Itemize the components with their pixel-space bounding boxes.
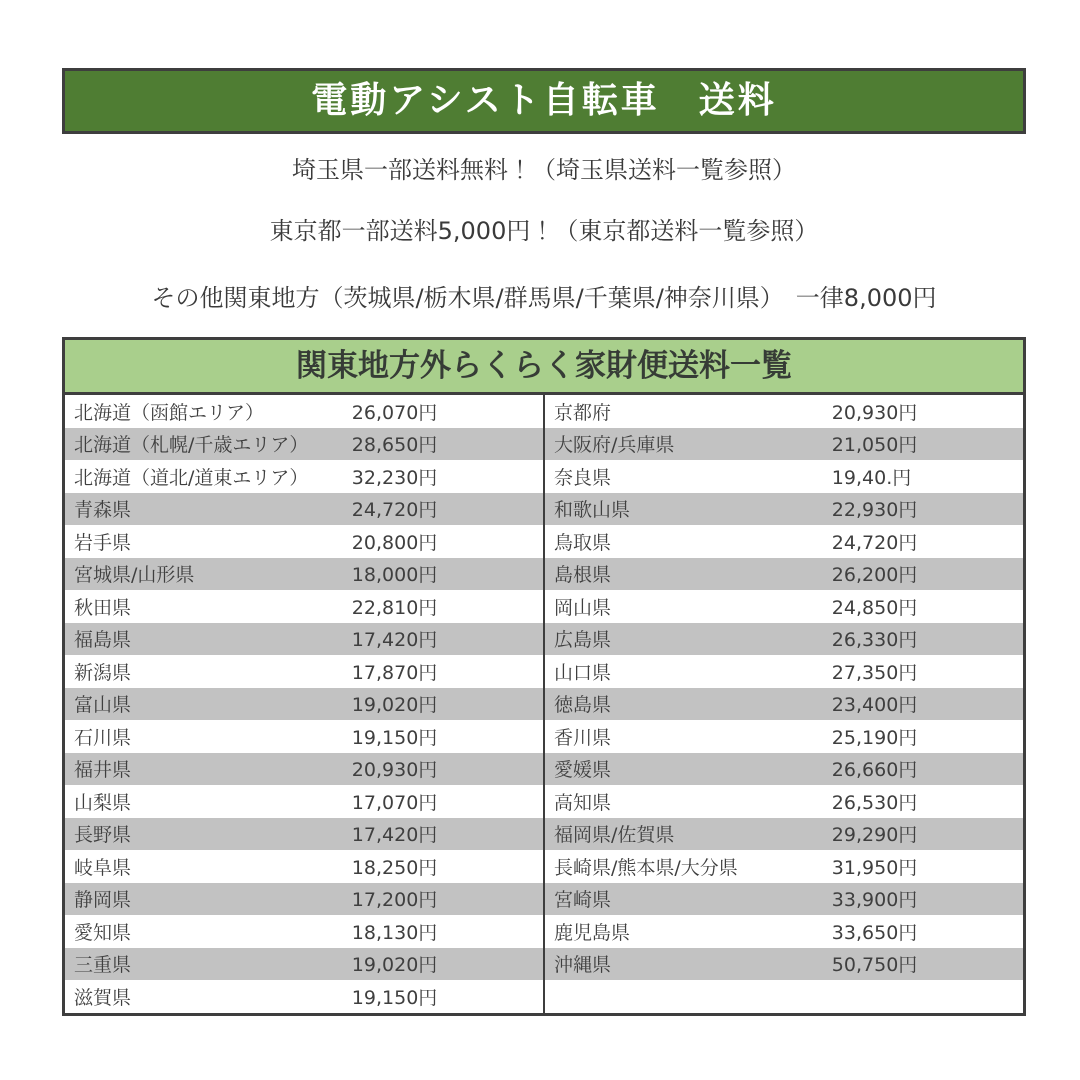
- table-row: [65, 980, 543, 1013]
- prefecture-cell: 島根県: [554, 564, 612, 587]
- prefecture-cell: 広島県: [554, 629, 612, 652]
- prefecture-cell: 北海道（札幌/千歳エリア）: [74, 434, 309, 457]
- price-cell: 26,660円: [831, 759, 918, 782]
- table-row: [65, 558, 543, 591]
- price-cell: 31,950円: [831, 856, 918, 879]
- prefecture-cell: 宮崎県: [554, 889, 612, 912]
- table-row: [65, 688, 543, 721]
- content-area: [62, 68, 1026, 1016]
- price-cell: 29,290円: [831, 824, 918, 847]
- prefecture-cell: 富山県: [74, 694, 132, 717]
- prefecture-cell: 宮城県/山形県: [74, 564, 195, 587]
- price-cell: 26,530円: [831, 791, 918, 814]
- table-row: [65, 623, 543, 656]
- prefecture-cell: 香川県: [554, 726, 612, 749]
- prefecture-cell: 山口県: [554, 661, 612, 684]
- price-cell: 18,130円: [351, 921, 438, 944]
- table-title: 関東地方外らくらく家財便送料一覧: [62, 337, 1026, 395]
- table-row: [65, 590, 543, 623]
- table-row: [65, 785, 543, 818]
- price-cell: 20,800円: [351, 531, 438, 554]
- price-cell: 21,050円: [831, 434, 918, 457]
- price-cell: 33,900円: [831, 889, 918, 912]
- price-cell: 19,150円: [351, 986, 438, 1009]
- prefecture-cell: 滋賀県: [74, 986, 132, 1009]
- table-row: [545, 590, 1023, 623]
- prefecture-cell: 愛媛県: [554, 759, 612, 782]
- prefecture-cell: 沖縄県: [554, 954, 612, 977]
- prefecture-cell: 岐阜県: [74, 856, 132, 879]
- prefecture-cell: 徳島県: [554, 694, 612, 717]
- table-row: [545, 558, 1023, 591]
- table-row: [65, 818, 543, 851]
- table-row: [545, 785, 1023, 818]
- prefecture-cell: 長崎県/熊本県/大分県: [554, 856, 738, 879]
- table-row: [65, 883, 543, 916]
- table-row: [545, 980, 1023, 1013]
- price-cell: 23,400円: [831, 694, 918, 717]
- table-row: [545, 883, 1023, 916]
- price-cell: 50,750円: [831, 954, 918, 977]
- notes-block: [62, 134, 1026, 337]
- price-cell: 17,420円: [351, 824, 438, 847]
- price-cell: 19,020円: [351, 954, 438, 977]
- price-cell: 27,350円: [831, 661, 918, 684]
- prefecture-cell: 北海道（函館エリア）: [74, 401, 265, 424]
- table-right-column: [545, 395, 1023, 1013]
- prefecture-cell: 高知県: [554, 791, 612, 814]
- price-cell: 17,070円: [351, 791, 438, 814]
- price-cell: 33,650円: [831, 921, 918, 944]
- prefecture-cell: 福岡県/佐賀県: [554, 824, 675, 847]
- prefecture-cell: 新潟県: [74, 661, 132, 684]
- price-cell: 24,720円: [351, 499, 438, 522]
- prefecture-cell: 青森県: [74, 499, 132, 522]
- table-row: [545, 428, 1023, 461]
- table-row: [65, 525, 543, 558]
- price-cell: 17,420円: [351, 629, 438, 652]
- price-cell: 17,200円: [351, 889, 438, 912]
- table-row: [545, 623, 1023, 656]
- page-title: 電動アシスト自転車 送料: [62, 68, 1026, 134]
- table-row: [65, 395, 543, 428]
- note-other-kanto: その他関東地方（茨城県/栃木県/群馬県/千葉県/神奈川県） 一律8,000円: [151, 284, 937, 312]
- shipping-fee-table: [62, 395, 1026, 1016]
- table-row: [65, 915, 543, 948]
- prefecture-cell: 愛知県: [74, 921, 132, 944]
- prefecture-cell: 長野県: [74, 824, 132, 847]
- price-cell: 18,000円: [351, 564, 438, 587]
- table-row: [65, 948, 543, 981]
- table-row: [545, 753, 1023, 786]
- price-cell: 32,230円: [351, 466, 438, 489]
- price-cell: 17,870円: [351, 661, 438, 684]
- prefecture-cell: 岩手県: [74, 531, 132, 554]
- prefecture-cell: 三重県: [74, 954, 132, 977]
- price-cell: 20,930円: [351, 759, 438, 782]
- prefecture-cell: 秋田県: [74, 596, 132, 619]
- table-row: [545, 655, 1023, 688]
- prefecture-cell: 福井県: [74, 759, 132, 782]
- price-cell: 26,200円: [831, 564, 918, 587]
- prefecture-cell: 石川県: [74, 726, 132, 749]
- price-cell: 26,330円: [831, 629, 918, 652]
- table-row: [65, 655, 543, 688]
- table-row: [545, 395, 1023, 428]
- price-cell: 19,020円: [351, 694, 438, 717]
- table-row: [65, 850, 543, 883]
- table-row: [545, 460, 1023, 493]
- price-cell: 24,850円: [831, 596, 918, 619]
- price-cell: 26,070円: [351, 401, 438, 424]
- table-row: [545, 948, 1023, 981]
- table-row: [545, 525, 1023, 558]
- price-cell: 25,190円: [831, 726, 918, 749]
- table-row: [65, 493, 543, 526]
- price-cell: 28,650円: [351, 434, 438, 457]
- table-row: [65, 428, 543, 461]
- table-row: [65, 753, 543, 786]
- price-cell: 19,150円: [351, 726, 438, 749]
- table-row: [545, 818, 1023, 851]
- table-row: [545, 688, 1023, 721]
- note-tokyo: 東京都一部送料5,000円！（東京都送料一覧参照）: [269, 217, 819, 245]
- table-left-column: [65, 395, 545, 1013]
- note-saitama: 埼玉県一部送料無料！（埼玉県送料一覧参照）: [292, 156, 796, 184]
- prefecture-cell: 奈良県: [554, 466, 612, 489]
- prefecture-cell: 静岡県: [74, 889, 132, 912]
- prefecture-cell: 山梨県: [74, 791, 132, 814]
- price-cell: 18,250円: [351, 856, 438, 879]
- price-cell: 22,810円: [351, 596, 438, 619]
- prefecture-cell: 大阪府/兵庫県: [554, 434, 675, 457]
- prefecture-cell: 岡山県: [554, 596, 612, 619]
- table-row: [65, 460, 543, 493]
- price-cell: 24,720円: [831, 531, 918, 554]
- prefecture-cell: 和歌山県: [554, 499, 631, 522]
- prefecture-cell: 北海道（道北/道東エリア）: [74, 466, 309, 489]
- prefecture-cell: 鳥取県: [554, 531, 612, 554]
- price-cell: 22,930円: [831, 499, 918, 522]
- price-cell: 19,40.円: [831, 466, 912, 489]
- table-row: [545, 720, 1023, 753]
- price-cell: 20,930円: [831, 401, 918, 424]
- prefecture-cell: 京都府: [554, 401, 612, 424]
- table-row: [65, 720, 543, 753]
- prefecture-cell: 鹿児島県: [554, 921, 631, 944]
- prefecture-cell: 福島県: [74, 629, 132, 652]
- table-row: [545, 850, 1023, 883]
- table-row: [545, 493, 1023, 526]
- table-row: [545, 915, 1023, 948]
